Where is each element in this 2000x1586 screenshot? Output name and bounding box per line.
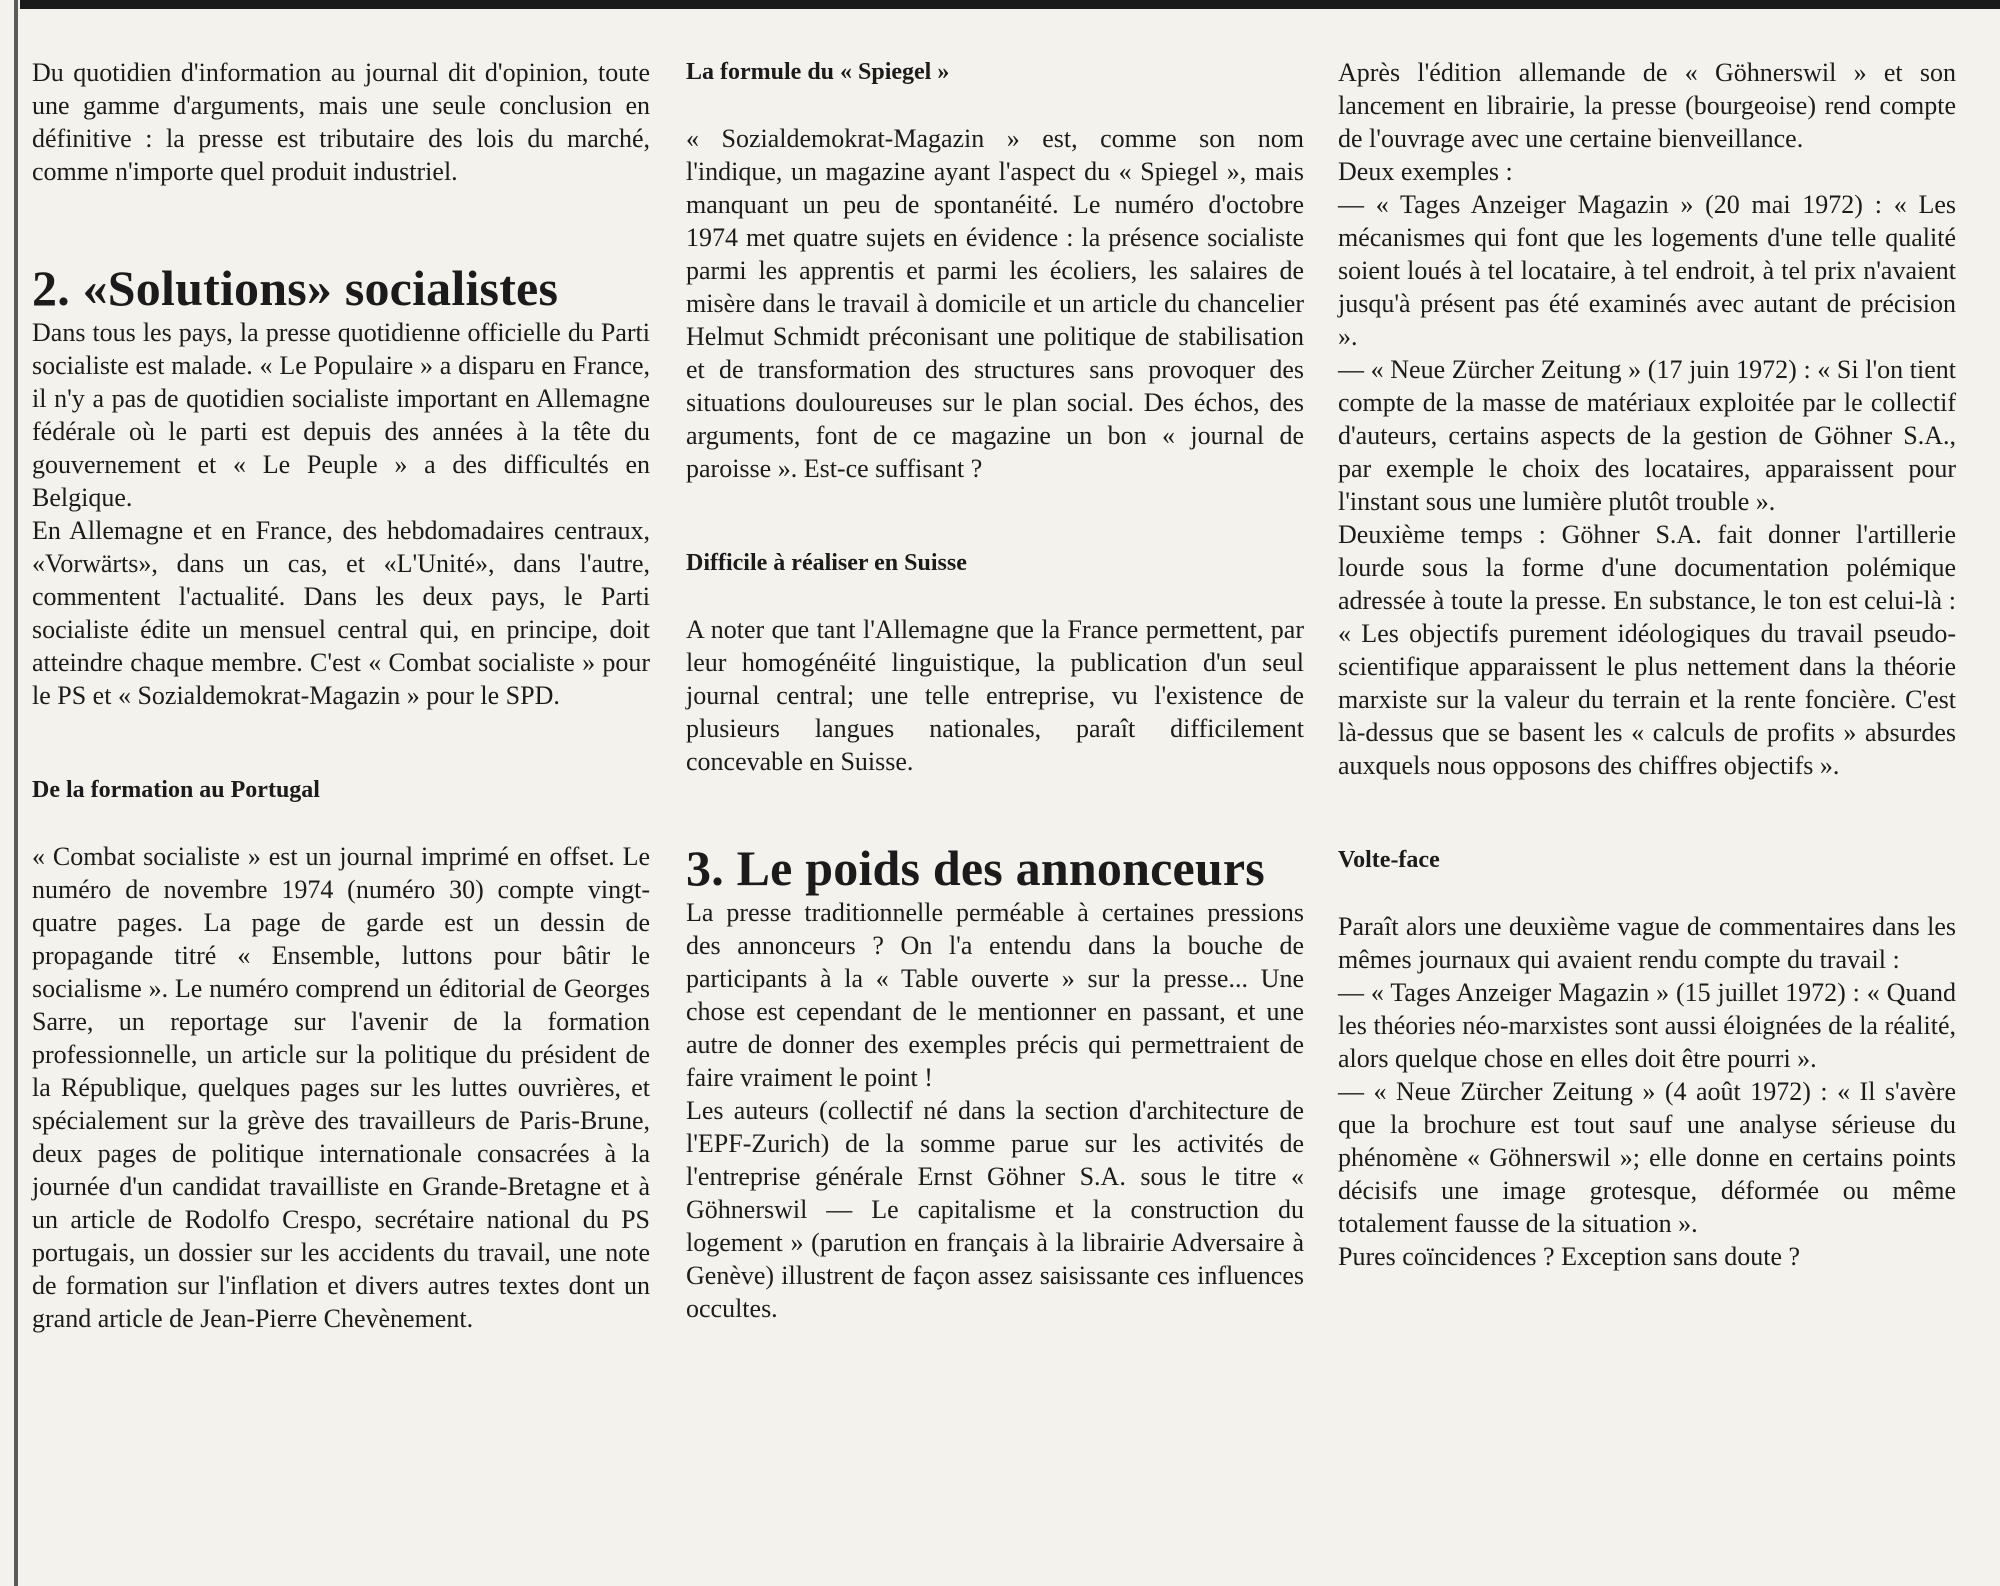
subheading-portugal: De la formation au Portugal	[32, 777, 320, 803]
section-3-paragraph-1: La presse traditionnelle perméable à certaines pressions des annonceurs ? On l'a entendu dans la bouche de participants à la « Table ouverte » sur la presse... Une chose est cependant de le mentionner en passant, et une autre de donner des exemples précis qui permettraient de faire vraiment le point !	[686, 898, 1304, 1092]
column-3-paragraph-4: — « Neue Zürcher Zeitung » (17 juin 1972) : « Si l'on tient compte de la masse de matériaux exploitée par le collectif d'auteurs, certains aspects de la gestion de Göhner S.A., par exemple le choix des locataires, apparaissent pour l'instant sous une lumière plutôt trouble ».	[1338, 355, 1956, 516]
subheading-suisse: Difficile à réaliser en Suisse	[686, 550, 967, 576]
section-3-heading: 3. Le poids des annonceurs	[686, 840, 1265, 896]
section-2-heading: 2. «Solutions» socialistes	[32, 260, 559, 316]
subheading-volte-face: Volte-face	[1338, 847, 1440, 873]
column-3-paragraph-5: Deuxième temps : Göhner S.A. fait donner l'artillerie lourde sous la forme d'une documentation polémique adressée à toute la presse. En substance, le ton est celui-là : « Les objectifs purement idéologiques du travail pseudo-scientifique apparaissent le plus nettement dans la théorie marxiste sur la valeur du terrain et la rente foncière. C'est là-dessus que se basent les « calculs de profits » absurdes auxquels nous opposons des chiffres objectifs ».	[1338, 520, 1956, 780]
portugal-paragraph: « Combat socialiste » est un journal imprimé en offset. Le numéro de novembre 1974 (numéro 30) compte vingt-quatre pages. La page de garde est un dessin de propagande titré « Ensemble, luttons pour bâtir le socialisme ». Le numéro comprend un éditorial de Georges Sarre, un reportage sur l'avenir de la formation professionnelle, un article sur la politique du président de la République, quelques pages sur les luttes ouvrières, et spécialement sur la grève des travailleurs de Paris-Brune, deux pages de politique internationale consacrées à la journée d'un candidat travailliste en Grande-Bretagne et à un article de Rodolfo Crespo, secrétaire national du PS portugais, un dossier sur les accidents du travail, une note de formation sur l'inflation et divers autres textes dont un grand article de Jean-Pierre Chevènement.	[32, 842, 650, 1333]
left-border-rule	[14, 0, 18, 1586]
spiegel-paragraph: « Sozialdemokrat-Magazin » est, comme son nom l'indique, un magazine ayant l'aspect du « Spiegel », mais manquant un peu de spontanéité. Le numéro d'octobre 1974 met quatre sujets en évidence : la présence socialiste parmi les apprentis et parmi les écoliers, les salaires de misère dans le travail à domicile et un article du chancelier Helmut Schmidt préconisant une politique de stabilisation et de transformation des structures sans provoquer des situations douloureuses sur le plan social. Des échos, des arguments, font de ce magazine un bon « journal de paroisse ». Est-ce suffisant ?	[686, 124, 1304, 483]
suisse-paragraph: A noter que tant l'Allemagne que la France permettent, par leur homogénéité linguistique, la publication d'un seul journal central; une telle entreprise, vu l'existence de plusieurs langues nationales, paraît difficilement concevable en Suisse.	[686, 615, 1304, 776]
section-2-paragraph-2: En Allemagne et en France, des hebdomadaires centraux, «Vorwärts», dans un cas, et «L'Unité», dans l'autre, commentent l'actualité. Dans les deux pays, le Parti socialiste édite un mensuel central qui, en principe, doit atteindre chaque membre. C'est « Combat socialiste » pour le PS et « Sozialdemokrat-Magazin » pour le SPD.	[32, 516, 650, 710]
column-3-paragraph-1: Après l'édition allemande de « Göhnerswil » et son lancement en librairie, la presse (bourgeoise) rend compte de l'ouvrage avec une certaine bienveillance.	[1338, 58, 1956, 153]
top-border-rule	[20, 0, 2000, 9]
volte-face-paragraph-2: — « Tages Anzeiger Magazin » (15 juillet 1972) : « Quand les théories néo-marxistes sont aussi éloignées de la réalité, alors quelque chose en elles doit être pourri ».	[1338, 978, 1956, 1073]
volte-face-paragraph-4: Pures coïncidences ? Exception sans doute ?	[1338, 1242, 1801, 1271]
column-1	[32, 56, 650, 1335]
column-2	[686, 56, 1304, 1325]
volte-face-paragraph-1: Paraît alors une deuxième vague de commentaires dans les mêmes journaux qui avaient rendu compte du travail :	[1338, 912, 1956, 974]
section-3-paragraph-2: Les auteurs (collectif né dans la section d'architecture de l'EPF-Zurich) de la somme parue sur les activités de l'entreprise générale Ernst Göhner S.A. sous le titre « Göhnerswil — Le capitalisme et la construction du logement » (parution en français à la librairie Adversaire à Genève) illustrent de façon assez saisissante ces influences occultes.	[686, 1096, 1304, 1323]
volte-face-paragraph-3: — « Neue Zürcher Zeitung » (4 août 1972) : « Il s'avère que la brochure est tout sauf une analyse sérieuse du phénomène « Göhnerswil »; elle donne en certains points décisifs une image grotesque, déformée ou même totalement fausse de la situation ».	[1338, 1077, 1956, 1238]
column-3	[1338, 56, 1956, 1273]
column-3-paragraph-3: — « Tages Anzeiger Magazin » (20 mai 1972) : « Les mécanismes qui font que les logements d'une telle qualité soient loués à tel locataire, à tel endroit, à tel prix n'avaient jusqu'à présent pas été examinés avec autant de précision ».	[1338, 190, 1956, 351]
column-3-paragraph-2: Deux exemples :	[1338, 157, 1513, 186]
section-2-paragraph-1: Dans tous les pays, la presse quotidienne officielle du Parti socialiste est malade. « Le Populaire » a disparu en France, il n'y a pas de quotidien socialiste important en Allemagne fédérale où le parti est depuis des années à la tête du gouvernement et « Le Peuple » a des difficultés en Belgique.	[32, 318, 650, 512]
intro-paragraph: Du quotidien d'information au journal dit d'opinion, toute une gamme d'arguments, mais une seule conclusion en définitive : la presse est tributaire des lois du marché, comme n'importe quel produit industriel.	[32, 58, 650, 186]
subheading-spiegel: La formule du « Spiegel »	[686, 59, 950, 85]
